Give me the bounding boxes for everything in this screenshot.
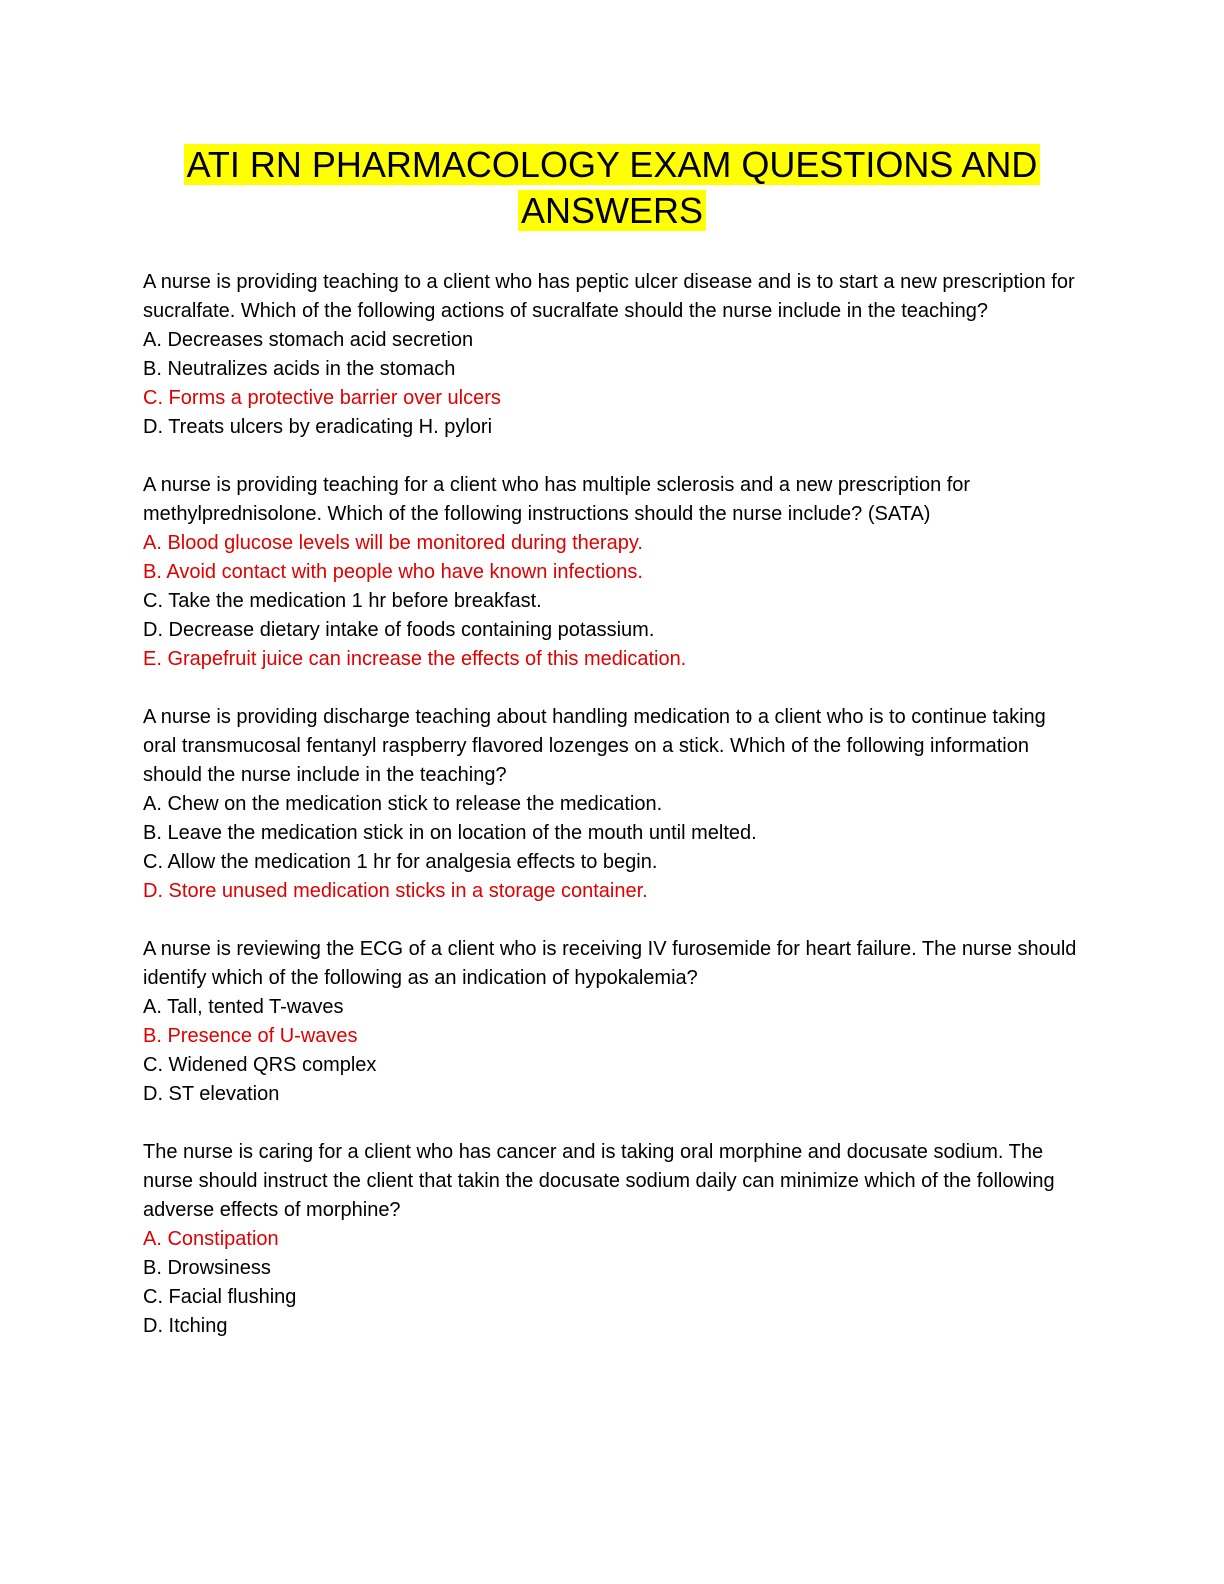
question-4 [143,935,1083,1109]
answer-option: A. Chew on the medication stick to release the medication. [143,793,663,815]
answer-option: B. Avoid contact with people who have known infections. [143,561,643,583]
question-stem: A nurse is reviewing the ECG of a client who is receiving IV furosemide for heart failure. The nurse should identify which of the following as an indication of hypokalemia? [143,938,1077,989]
answer-option: D. Itching [143,1315,228,1337]
title-line-1: ATI RN PHARMACOLOGY EXAM QUESTIONS AND [184,144,1041,185]
question-stem: The nurse is caring for a client who has cancer and is taking oral morphine and docusate sodium. The nurse should instruct the client that takin the docusate sodium daily can minimize which of the following adverse effects of morphine? [143,1141,1055,1221]
question-1 [143,268,1083,442]
answer-option: B. Leave the medication stick in on location of the mouth until melted. [143,822,757,844]
answer-option: C. Forms a protective barrier over ulcers [143,387,501,409]
answer-option: E. Grapefruit juice can increase the effects of this medication. [143,648,687,670]
answer-option: D. ST elevation [143,1083,280,1105]
answer-option: D. Store unused medication sticks in a storage container. [143,880,648,902]
answer-option: A. Tall, tented T-waves [143,996,344,1018]
answer-option: A. Decreases stomach acid secretion [143,329,474,351]
question-list [143,268,1083,1370]
answer-option: C. Take the medication 1 hr before breakfast. [143,590,542,612]
answer-option: D. Decrease dietary intake of foods containing potassium. [143,619,655,641]
answer-option: C. Widened QRS complex [143,1054,377,1076]
question-stem: A nurse is providing teaching for a client who has multiple sclerosis and a new prescription for methylprednisolone. Which of the following instructions should the nurse include? (SATA) [143,474,971,525]
question-3 [143,703,1083,906]
question-stem: A nurse is providing teaching to a client who has peptic ulcer disease and is to start a new prescription for sucralfate. Which of the following actions of sucralfate should the nurse include in the teaching? [143,271,1075,322]
question-2 [143,471,1083,674]
answer-option: C. Allow the medication 1 hr for analgesia effects to begin. [143,851,658,873]
answer-option: A. Blood glucose levels will be monitored during therapy. [143,532,643,554]
answer-option: B. Presence of U-waves [143,1025,358,1047]
answer-option: A. Constipation [143,1228,279,1250]
answer-option: B. Drowsiness [143,1257,271,1279]
question-5 [143,1138,1083,1341]
question-stem: A nurse is providing discharge teaching about handling medication to a client who is to continue taking oral transmucosal fentanyl raspberry flavored lozenges on a stick. Which of the following information should the nurse include in the teaching? [143,706,1046,786]
document-title [140,142,1084,234]
answer-option: B. Neutralizes acids in the stomach [143,358,456,380]
answer-option: C. Facial flushing [143,1286,297,1308]
title-line-2: ANSWERS [518,190,706,231]
answer-option: D. Treats ulcers by eradicating H. pylori [143,416,493,438]
